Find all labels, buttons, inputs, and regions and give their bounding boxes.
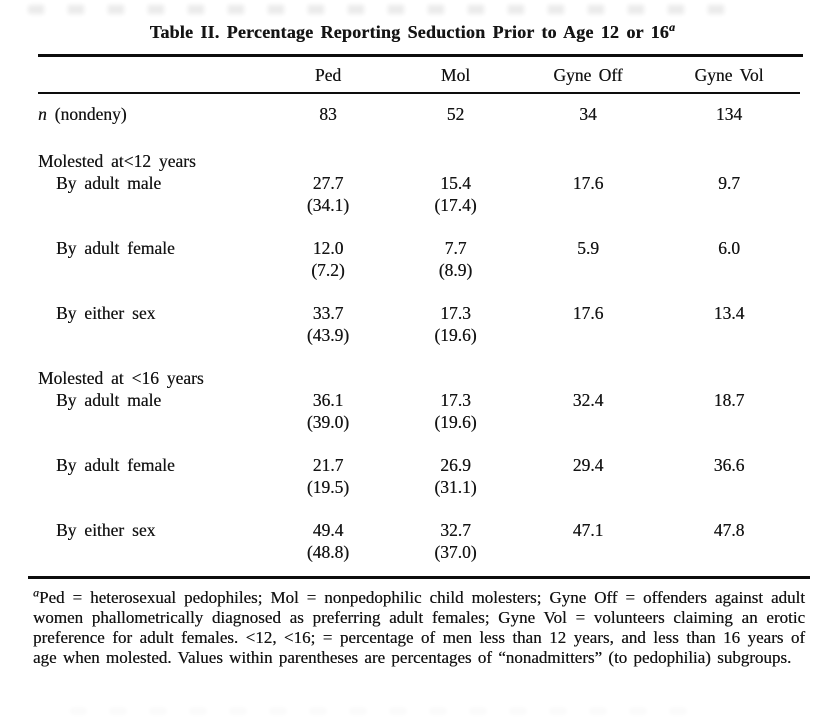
paren-value: (8.9) [438,260,473,280]
footnote-superscript: a [33,585,39,600]
n-italic: n [38,104,47,124]
section-header-row [38,150,800,172]
table-title [20,0,805,43]
value-cell: 36.6 [713,455,745,475]
section-header-row [38,367,800,389]
paren-value: (17.4) [434,195,477,215]
value-cell [393,454,518,519]
value-cell: 13.4 [713,303,745,323]
row-label: By adult male [56,390,162,410]
section-header: Molested at<12 years [38,151,196,171]
value-cell [393,172,518,237]
footnote-text: Ped = heterosexual pedophiles; Mol = nonpedophilic child molesters; Gyne Off = offenders against adult women phallometrically diagnosed as preferring adult females; Gyne Vol = volunteers claiming an erotic preference for adult females. <12, <16; = percentage of men less than 12 years, and less than 16 years of age when molested. Values within parentheses are percentages of “nonadmitters” (to pedophilia) subgroups. [33,588,805,667]
table-row [38,454,800,519]
table-row [38,172,800,237]
value-cell: 17.6 [572,173,604,193]
value-cell [393,519,518,576]
n-value-ped: 83 [319,104,337,124]
value: 36.1 [312,390,344,410]
column-header-row [38,57,800,93]
value: 26.9 [440,455,471,475]
column-header-ped: Ped [263,57,393,93]
value-cell: 29.4 [572,455,604,475]
n-value-gyne-vol: 134 [715,104,743,124]
section-header: Molested at <16 years [38,368,204,388]
column-header-gyne-vol: Gyne Vol [658,57,800,93]
paren-value: (31.1) [434,477,477,497]
value-cell: 32.4 [572,390,604,410]
empty-header-cell [38,57,263,93]
table-title-superscript: a [669,20,676,34]
value-cell: 47.1 [572,520,604,540]
paren-value: (19.5) [306,477,350,497]
value-cell [263,172,393,237]
row-label: By adult female [56,455,175,475]
paren-value: (7.2) [311,260,345,280]
row-label: By either sex [56,303,156,323]
value-cell [393,237,518,302]
paren-value: (19.6) [434,412,477,432]
value: 32.7 [440,520,471,540]
value-cell [263,519,393,576]
value-cell: 18.7 [713,390,745,410]
table-title-text: Table II. Percentage Reporting Seduction Prior to Age 12 or 16 [149,22,669,42]
table-row [38,519,800,576]
paren-value: (39.0) [306,412,350,432]
row-label: By either sex [56,520,156,540]
value: 27.7 [312,173,344,193]
n-row-label [38,93,263,150]
scan-artifact-bottom [70,708,690,714]
value: 15.4 [440,173,471,193]
column-header-mol: Mol [393,57,518,93]
value: 21.7 [312,455,344,475]
n-nondeny-row [38,93,800,150]
paren-value: (19.6) [434,325,477,345]
value-cell [263,302,393,367]
paren-value: (43.9) [306,325,350,345]
value-cell [263,237,393,302]
n-label-rest: (nondeny) [46,104,127,124]
n-value-gyne-off: 34 [579,104,597,124]
table-row [38,237,800,302]
value-cell [263,454,393,519]
table-row [38,389,800,454]
value-cell [393,389,518,454]
value: 49.4 [312,520,344,540]
value-cell: 6.0 [718,238,740,258]
table-row [38,302,800,367]
value: 17.3 [440,390,471,410]
value: 17.3 [440,303,471,323]
value-cell: 17.6 [572,303,604,323]
value-cell: 9.7 [718,173,740,193]
row-label: By adult male [56,173,162,193]
n-value-mol: 52 [446,104,465,124]
value-cell [263,389,393,454]
value: 7.7 [444,238,467,258]
value: 12.0 [312,238,344,258]
paren-value: (48.8) [306,542,350,562]
column-header-gyne-off: Gyne Off [518,57,658,93]
paren-value: (37.0) [434,542,477,562]
row-label: By adult female [56,238,175,258]
value-cell [393,302,518,367]
paren-value: (34.1) [306,195,350,215]
table-footnote [33,585,805,668]
value: 33.7 [312,303,344,323]
data-table [38,57,800,576]
value-cell: 5.9 [577,238,599,258]
bottom-rule [28,576,810,579]
value-cell: 47.8 [713,520,745,540]
